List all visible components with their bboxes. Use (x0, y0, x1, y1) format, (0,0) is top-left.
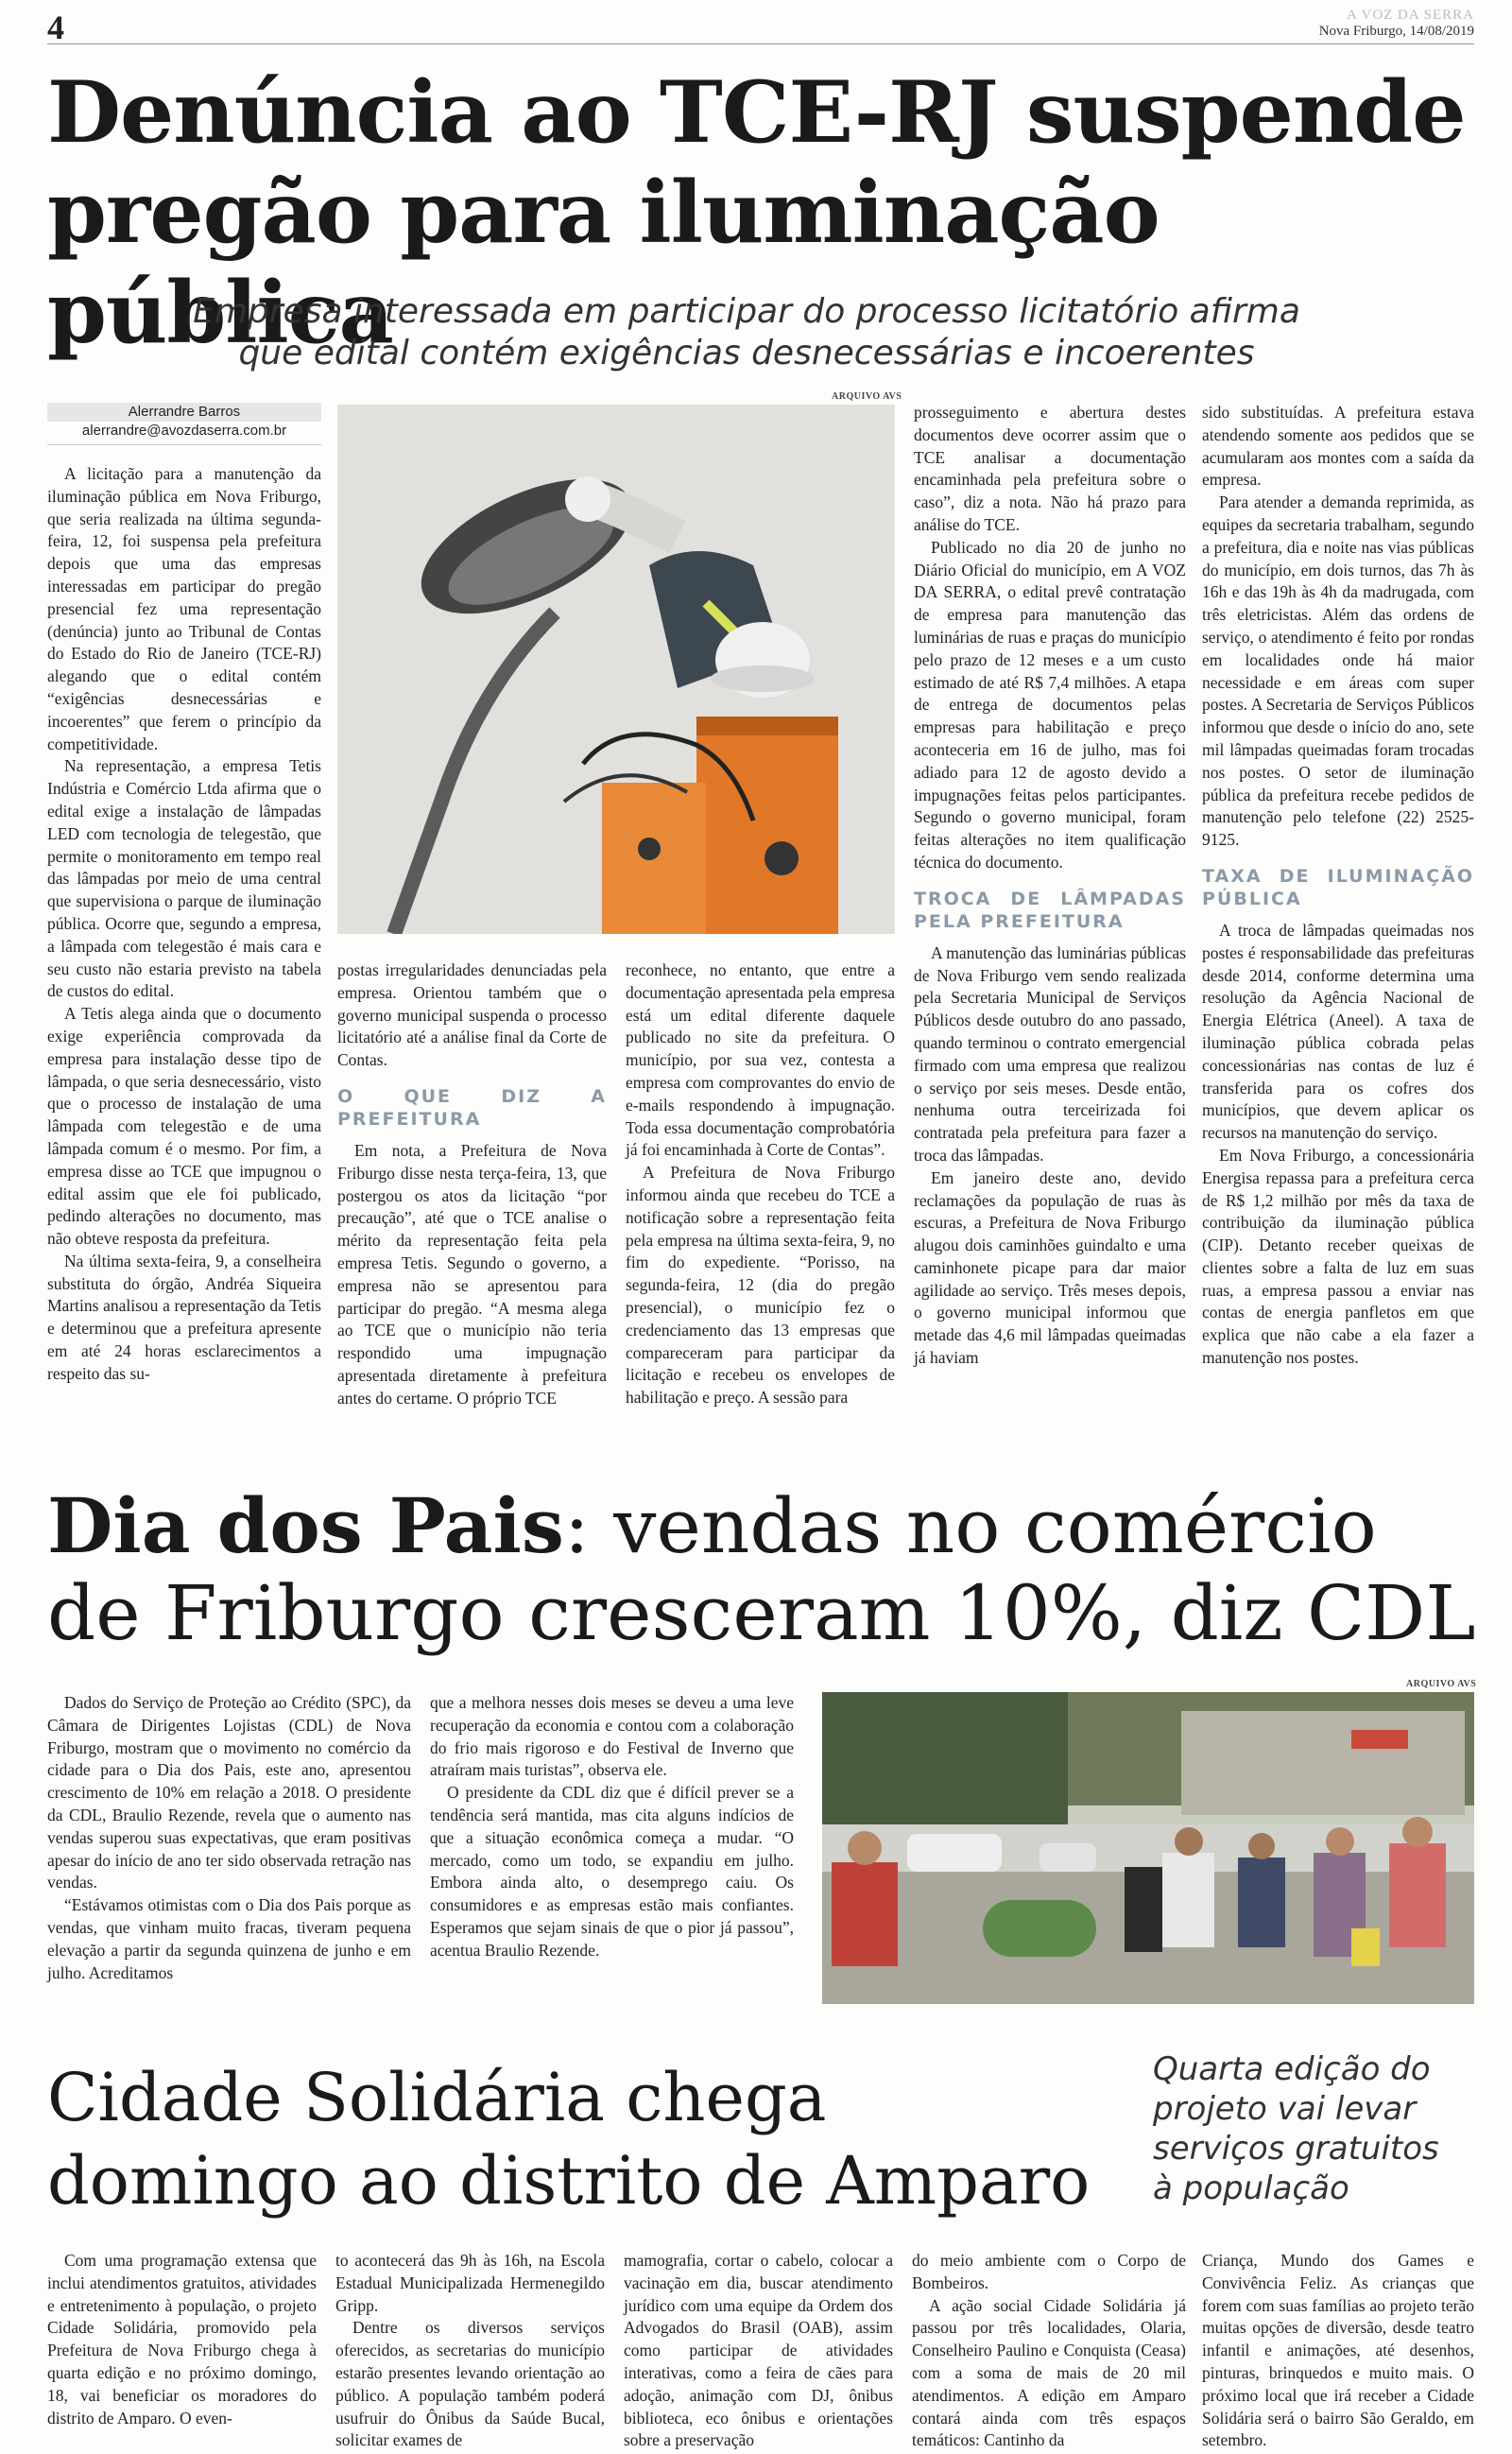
paragraph: Para atender a demanda reprimida, as equipes da secretaria trabalham, segundo a prefeitura, dia e noite nas vias públicas do município, em dois turnos, das 7h às 16h e das 19h às 4h da madrugada, com três eletricistas. Além das ordens de serviço, o atendimento é feito por rondas em localidades onde há maior necessidade e em áreas com super postes. A Secretaria de Serviços Públicos informou que desde o início do ano, sete mil lâmpadas queimadas foram trocadas nos postes. O setor de iluminação pública da prefeitura recebe pedidos de manutenção pelo telefone (22) 2525-9125. (1202, 493, 1474, 850)
paragraph: Em Nova Friburgo, a concessionária Energisa repassa para a prefeitura cerca de R$ 1,2 milhão por mês da taxa de contribuição da iluminação pública (CIP). Detanto receber queixas de clientes sobre a falta de luz em suas ruas, a empresa passou a enviar nas contas de energia panfletos em que explica que não cabe a ela fazer a manutenção nos postes. (1202, 1145, 1474, 1368)
story3-subtitle-line: à população (1153, 2169, 1349, 2207)
paragraph: Na representação, a empresa Tetis Indústria e Comércio Ltda afirma que o edital exige a instalação de lâmpadas LED com tecnologia de telegestão, que permite o monitoramento em tempo real das lâmpadas por meio de uma central que supervisiona o parque de iluminação pública. Ocorre que, segundo a empresa, a lâmpada com telegestão é mais cara e seu custo não estaria previsto na tabela de custos do edital. (47, 756, 321, 1001)
story1-column-2 (337, 959, 607, 1410)
byline-rule (47, 444, 321, 445)
masthead (1319, 8, 1474, 40)
page-date: Nova Friburgo, 14/08/2019 (1318, 24, 1474, 39)
photo1-illustration (337, 405, 895, 934)
paragraph: que a melhora nesses dois meses se deveu a uma leve recuperação da economia e contou com a colaboração do frio mais rigoroso e do Festival de Inverno que atraíram mais turistas”, observa ele. (430, 1693, 794, 1780)
story1-headline-line2: pregão para iluminação pública (47, 163, 1160, 363)
paper-name: A VOZ DA SERRA (1347, 8, 1474, 23)
story2-headline-rest: : vendas no comércio (563, 1482, 1377, 1570)
photo2-credit: ARQUIVO AVS (1406, 1679, 1477, 1689)
byline (47, 403, 321, 445)
paragraph: Na última sexta-feira, 9, a conselheira substituta do órgão, Andréa Siqueira Martins analisou a representação da Tetis e determinou que a prefeitura apresente em até 24 horas esclarecimentos a respeito das su- (47, 1251, 321, 1383)
story1-column-1 (47, 463, 321, 1386)
story3-headline-line1: Cidade Solidária chega (47, 2059, 827, 2136)
paragraph: postas irregularidades denunciadas pela empresa. Orientou também que o governo municipal suspenda o processo licitatório até a análise final da Corte de Contas. (337, 960, 607, 1070)
author-email[interactable]: alerrandre@avozdaserra.com.br (81, 423, 287, 439)
story3-headline-line2: domingo ao distrito de Amparo (47, 2142, 1091, 2220)
story1-subtitle (132, 291, 1361, 374)
paragraph: A Prefeitura de Nova Friburgo informou ainda que recebeu do TCE a notificação sobre a representação feita pela empresa na última sexta-feira, 9, no fim do expediente. “Porisso, na segunda-feira, 12 (dia do pregão presencial), o município fez o credenciamento das 13 empresas que compareceram para participar da licitação e recebeu os envelopes de habilitação e preço. A sessão para (626, 1163, 895, 1408)
story1-column-4 (914, 402, 1186, 1370)
paragraph: mamografia, cortar o cabelo, colocar a vacinação em dia, buscar atendimento jurídico com uma equipe da Ordem dos Advogados do Brasil (OAB), assim como participar de atividades interativas, como a feira de cães para adoção, animação com DJ, ônibus biblioteca, eco ônibus e orientações sobre a preservação (624, 2251, 893, 2450)
paragraph: A manutenção das luminárias públicas de Nova Friburgo vem sendo realizada pela Secretaria Municipal de Serviços Públicos desde outubro do ano passado, quando terminou o contrato emergencial firmado com uma empresa que realizou o serviço por seis meses. Desde então, nenhuma outra terceirizada foi contratada pela prefeitura para fazer a troca das lâmpadas. (914, 942, 1186, 1165)
paragraph: reconhece, no entanto, que entre a documentação apresentada pela empresa está um edital diferente daquele publicado no site da prefeitura. O município, por sua vez, contesta a empresa com comprovantes do envio de e-mails respondendo à impugnação. Toda essa documentação comprobatória já foi encaminhada à Corte de Contas”. (626, 960, 895, 1160)
paragraph: Dados do Serviço de Proteção ao Crédito (SPC), da Câmara de Dirigentes Lojistas (CDL) de Nova Friburgo, mostram que o movimento no comércio da cidade para o Dia dos Pais, este ano, apresentou crescimento de 10% em relação a 2018. O presidente da CDL, Braulio Rezende, revela que o aumento nas vendas superou suas expectativas, que eram positivas apesar do início de ano ter sido observada retração nas vendas. (47, 1693, 411, 1892)
paragraph: A troca de lâmpadas queimadas nos postes é responsabilidade das prefeituras desde 2014, conforme determina uma resolução da Agência Nacional de Energia Elétrica (Aneel). A taxa de iluminação pública cobrada pelas concessionárias nas contas de luz é transferida para os cofres dos municípios, que devem aplicar os recursos na manutenção do serviço. (1202, 920, 1474, 1143)
paragraph: Criança, Mundo dos Games e Convivência Feliz. As crianças que forem com suas famílias ao projeto terão muitas opções de diversão, desde teatro infantil e animações, até desenhos, pinturas, brinquedos e muito mais. O próximo local que irá receber a Cidade Solidária será o bairro São Geraldo, em setembro. (1202, 2251, 1474, 2450)
story1-subtitle-line2: que edital contém exigências desnecessárias e incoerentes (238, 334, 1255, 372)
story3-column-1 (47, 2250, 317, 2429)
story3-column-4 (912, 2250, 1186, 2452)
paragraph: “Estávamos otimistas com o Dia dos Pais porque as vendas, que vinham muito fracas, tiveram pequena elevação a partir da segunda quinzena de junho e em julho. Acreditamos (47, 1895, 411, 1982)
paragraph: Dentre os diversos serviços oferecidos, as secretarias do município estarão presentes levando orientação ao público. A população também poderá usufruir do Ônibus da Saúde Bucal, solicitar exames de (335, 2318, 605, 2450)
author-name: Alerrandre Barros (47, 403, 321, 422)
paragraph: Em janeiro deste ano, devido reclamações da população de ruas às escuras, a Prefeitura de Nova Friburgo alugou dois caminhões guindalto e uma caminhonete picape para dar maior agilidade ao serviço. Três meses depois, o governo municipal informou que metade das 4,6 mil lâmpadas queimadas já haviam (914, 1167, 1186, 1368)
paragraph: A licitação para a manutenção da iluminação pública em Nova Friburgo, que seria realizada na última segunda-feira, 12, foi suspensa pela prefeitura depois que uma das empresas interessadas em participar do pregão presencial fez uma representação (denúncia) junto ao Tribunal de Contas do Estado do Rio de Janeiro (TCE-RJ) alegando que o edital contém “exigências desnecessárias e incoerentes” que ferem o princípio da competitividade. (47, 464, 321, 753)
photo1-credit: ARQUIVO AVS (832, 391, 902, 402)
story3-subtitle-line: serviços gratuitos (1153, 2130, 1439, 2168)
section-heading-troca: TROCA DE LÂMPADAS PELA PREFEITURA (914, 888, 1186, 932)
story3-column-3 (624, 2250, 893, 2452)
story1-column-3 (626, 959, 895, 1409)
story3-column-2 (335, 2250, 605, 2452)
story3-column-5 (1202, 2250, 1474, 2452)
story1-column-5 (1202, 402, 1474, 1370)
story2-column-1 (47, 1692, 411, 1984)
paragraph: A Tetis alega ainda que o documento exige experiência comprovada da empresa para instalação desse tipo de lâmpada, o que seria desnecessário, visto que o processo de instalação de uma lâmpada com telegestão e de uma lâmpada comum é o mesmo. Por fim, a empresa disse ao TCE que impugnou o edital assim que ele foi publicado, pedindo alterações no documento, mas não obteve resposta da prefeitura. (47, 1004, 321, 1249)
story3-subtitle-line: projeto vai levar (1153, 2090, 1417, 2128)
paragraph: Publicado no dia 20 de junho no Diário Oficial do município, em A VOZ DA SERRA, o edital prevê contratação de empresa para manutenção das luminárias de ruas e praças do município pelo prazo de 12 meses e a um custo estimado de até R$ 7,4 milhões. A etapa de entrega de documentos pelas empresas para habilitação e preço aconteceria em 16 de julho, mas foi adiado para 12 de agosto devido a impugnações feitas pelos participantes. Segundo o governo municipal, foram feitas alterações no item qualificação técnica do documento. (914, 537, 1186, 872)
paragraph: Em nota, a Prefeitura de Nova Friburgo disse nesta terça-feira, 13, que postergou os atos da licitação “por precaução”, até que o TCE analise o mérito da representação feita pela empresa Tetis. Segundo o governo, a empresa não se apresentou para participar do pregão. “A mesma alega ao TCE que o município não teria respondido uma impugnação apresentada diretamente à prefeitura antes do certame. O próprio TCE (337, 1140, 607, 1408)
story2-column-2 (430, 1692, 794, 1962)
top-rule (47, 43, 1474, 44)
photo2-illustration (822, 1692, 1474, 2004)
story2-headline-line1 (47, 1482, 1484, 1570)
story2-headline-line2: de Friburgo cresceram 10%, diz CDL (47, 1569, 1476, 1657)
paragraph: do meio ambiente com o Corpo de Bombeiros. (912, 2251, 1186, 2292)
story2-headline (47, 1482, 1484, 1657)
paragraph: A ação social Cidade Solidária já passou por três localidades, Olaria, Conselheiro Paulino e Conquista (Ceasa) com a soma de mais de 20 mil atendimentos. A edição em Amparo contará ainda com três espaços temáticos: Cantinho da (912, 2295, 1186, 2450)
story3-subtitle-line: Quarta edição do (1153, 2050, 1431, 2088)
story1-subtitle-line1: Empresa interessada em participar do processo licitatório afirma (193, 292, 1300, 331)
shopping-street-photo (822, 1692, 1474, 2004)
story1-headline-line1: Denúncia ao TCE-RJ suspende (47, 62, 1466, 163)
paragraph: to acontecerá das 9h às 16h, na Escola Estadual Municipalizada Hermenegildo Gripp. (335, 2251, 605, 2315)
paragraph: prosseguimento e abertura destes documentos deve ocorrer assim que o TCE analisar a documentação encaminhada pela prefeitura sobre o caso”, diz a nota. Não há prazo para análise do TCE. (914, 403, 1186, 534)
story3-headline (47, 2056, 1143, 2222)
section-heading-taxa: TAXA DE ILUMINAÇÃO PÚBLICA (1202, 865, 1474, 909)
story3-subtitle (1153, 2049, 1493, 2208)
paragraph: Com uma programação extensa que inclui atendimentos gratuitos, atividades e entretenimento à população, o projeto Cidade Solidária, promovido pela Prefeitura de Nova Friburgo chega à quarta edição e no próximo domingo, 18, vai beneficiar os moradores do distrito de Amparo. O even- (47, 2251, 317, 2428)
story2-headline-bold: Dia dos Pais (47, 1481, 564, 1570)
paragraph: sido substituídas. A prefeitura estava atendendo somente aos pedidos que se acumularam aos montes com a saída da empresa. (1202, 403, 1474, 490)
paragraph: O presidente da CDL diz que é difícil prever se a tendência será mantida, mas cita alguns indícios de que a situação econômica começa a mudar. “O mercado, como um todo, se expandiu em julho. Embora ainda alto, o desemprego caiu. Os consumidores e as empresas estão mais confiantes. Esperamos que sejam sinais de que o pior já passou”, acentua Braulio Rezende. (430, 1783, 794, 1960)
section-heading-prefeitura: O QUE DIZ A PREFEITURA (337, 1085, 607, 1130)
streetlight-repair-photo (337, 405, 895, 934)
page-number: 4 (47, 9, 64, 46)
